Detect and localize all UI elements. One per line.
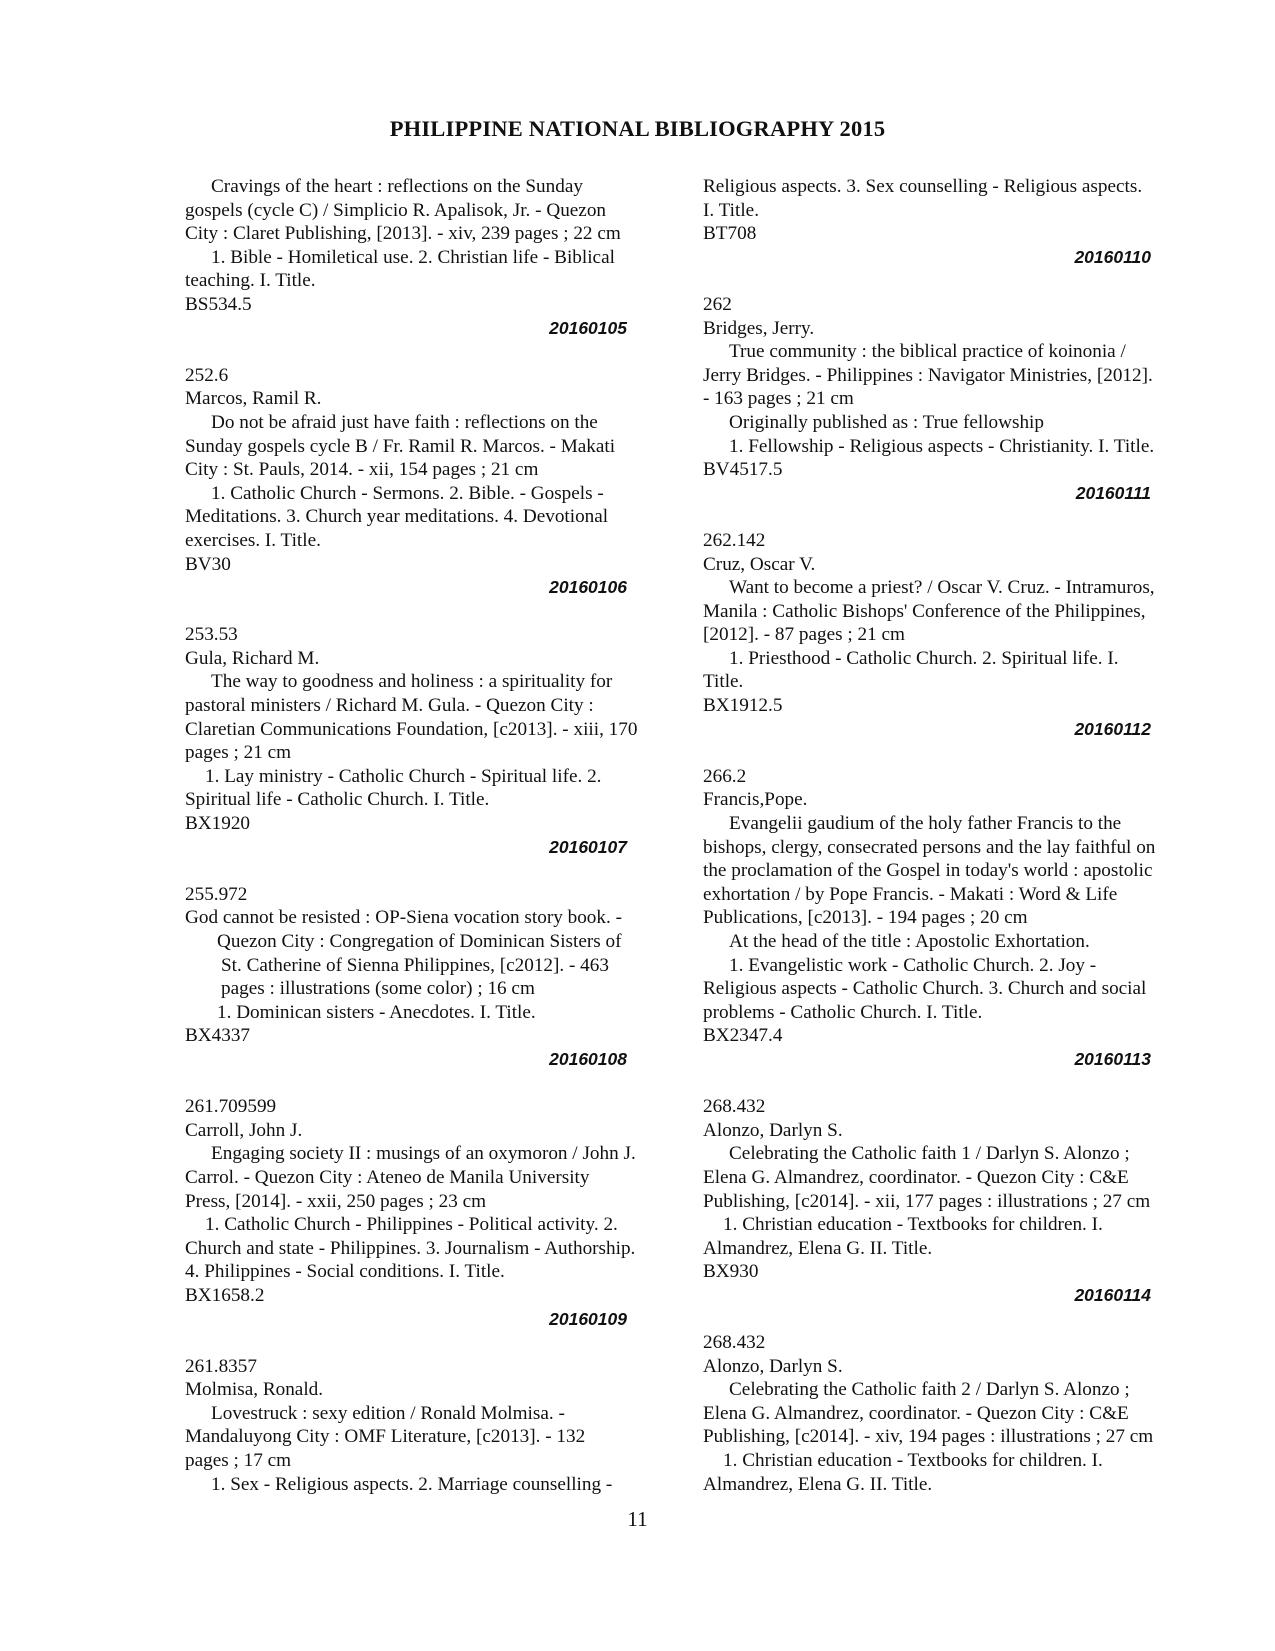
entry-text-line: the proclamation of the Gospel in today's world : apostolic	[703, 860, 1153, 882]
entry-text-line: Engaging society II : musings of an oxymoron / John J.	[211, 1143, 636, 1165]
bibliography-entry	[703, 765, 1203, 1072]
entry-text-line: Evangelii gaudium of the holy father Francis to the	[729, 813, 1122, 835]
entry-text-line: Carrol. - Quezon City : Ateneo de Manila University	[185, 1166, 590, 1188]
entry-author: Francis,Pope.	[703, 789, 808, 811]
call-number: BX930	[703, 1261, 759, 1283]
bibliography-entry	[185, 1355, 675, 1497]
bibliography-entry	[185, 883, 675, 1072]
entry-note-line: Originally published as : True fellowship	[729, 411, 1044, 433]
entry-date: 20160109	[549, 1308, 627, 1329]
entry-date: 20160106	[549, 577, 627, 598]
entry-text-line: St. Catherine of Sienna Philippines, [c2012]. - 463	[221, 954, 609, 976]
entry-subject-line: 4. Philippines - Social conditions. I. Title.	[185, 1261, 505, 1283]
bibliography-entry	[703, 175, 1203, 269]
entry-text-line: gospels (cycle C) / Simplicio R. Apalisok, Jr. - Quezon	[185, 199, 607, 221]
entry-text-line: The way to goodness and holiness : a spirituality for	[211, 671, 613, 693]
entry-text-line: pages ; 17 cm	[185, 1450, 292, 1472]
entry-text-line: Publishing, [c2014]. - xii, 177 pages : illustrations ; 27 cm	[703, 1190, 1151, 1212]
entry-text-line: City : St. Pauls, 2014. - xii, 154 pages ; 21 cm	[185, 459, 539, 481]
entry-date: 20160113	[1074, 1048, 1151, 1069]
entry-text-line: True community : the biblical practice of koinonia /	[729, 341, 1126, 363]
class-number: 255.972	[185, 883, 248, 905]
bibliography-entry	[703, 529, 1203, 741]
entry-author: Molmisa, Ronald.	[185, 1379, 324, 1401]
entry-author: Alonzo, Darlyn S.	[703, 1355, 843, 1377]
class-number: 262	[703, 293, 732, 315]
entry-subject-line: 1. Fellowship - Religious aspects - Christianity. I. Title.	[729, 435, 1155, 457]
entry-subject-line: I. Title.	[703, 199, 759, 221]
bibliography-entry	[703, 1331, 1203, 1496]
entry-subject-line: 1. Christian education - Textbooks for children. I.	[723, 1450, 1103, 1472]
entry-text-line: Jerry Bridges. - Philippines : Navigator Ministries, [2012].	[703, 364, 1153, 386]
entry-author: Carroll, John J.	[185, 1119, 303, 1141]
entry-subject-line: 1. Catholic Church - Philippines - Political activity. 2.	[205, 1214, 618, 1236]
bibliography-entry	[185, 364, 675, 600]
bibliography-entry	[185, 623, 675, 859]
call-number: BV30	[185, 553, 231, 575]
page-number: 11	[627, 1507, 648, 1531]
bibliography-entry	[703, 293, 1203, 505]
entry-date: 20160112	[1074, 718, 1151, 739]
entry-text-line: pastoral ministers / Richard M. Gula. - Quezon City :	[185, 695, 594, 717]
entry-subject-line: exercises. I. Title.	[185, 529, 321, 551]
entry-subject-line: 1. Dominican sisters - Anecdotes. I. Title.	[217, 1001, 536, 1023]
class-number: 261.8357	[185, 1355, 257, 1377]
class-number: 261.709599	[185, 1096, 277, 1118]
entry-subject-line: 1. Sex - Religious aspects. 2. Marriage counselling -	[211, 1473, 613, 1495]
entry-text-line: [2012]. - 87 pages ; 21 cm	[703, 624, 905, 646]
entry-subject-line: Almandrez, Elena G. II. Title.	[703, 1473, 933, 1495]
entry-text-line: Publications, [c2013]. - 194 pages ; 20 cm	[703, 907, 1028, 929]
call-number: BT708	[703, 223, 757, 245]
page-title: PHILIPPINE NATIONAL BIBLIOGRAPHY 2015	[389, 116, 886, 141]
entry-text-line: Manila : Catholic Bishops' Conference of the Philippines,	[703, 600, 1146, 622]
entry-date: 20160105	[549, 317, 627, 338]
entry-date: 20160108	[549, 1048, 627, 1069]
call-number: BX1658.2	[185, 1284, 265, 1306]
entry-subject-line: 1. Bible - Homiletical use. 2. Christian life - Biblical	[211, 246, 615, 268]
entry-text-line: Celebrating the Catholic faith 1 / Darlyn S. Alonzo ;	[729, 1143, 1130, 1165]
entry-text-line: Publishing, [c2014]. - xiv, 194 pages : illustrations ; 27 cm	[703, 1426, 1154, 1448]
entry-subject-line: Meditations. 3. Church year meditations. 4. Devotional	[185, 506, 609, 528]
entry-author: Cruz, Oscar V.	[703, 553, 816, 575]
entry-text-line: Cravings of the heart : reflections on the Sunday	[211, 176, 583, 197]
entry-text-line: Want to become a priest? / Oscar V. Cruz. - Intramuros,	[729, 577, 1155, 599]
call-number: BX1920	[185, 813, 251, 835]
entry-subject-line: Almandrez, Elena G. II. Title.	[703, 1237, 933, 1259]
entry-text-line: City : Claret Publishing, [2013]. - xiv, 239 pages ; 22 cm	[185, 223, 621, 245]
entry-author: Bridges, Jerry.	[703, 317, 815, 339]
call-number: BX4337	[185, 1025, 251, 1047]
class-number: 253.53	[185, 624, 238, 646]
entry-text-line: Elena G. Almandrez, coordinator. - Quezon City : C&E	[703, 1402, 1129, 1424]
entry-date: 20160107	[549, 836, 627, 857]
entry-text-line: Quezon City : Congregation of Dominican Sisters of	[217, 931, 622, 952]
entry-subject-line: problems - Catholic Church. I. Title.	[703, 1001, 983, 1023]
entry-date: 20160110	[1074, 246, 1151, 267]
entry-note-line: At the head of the title : Apostolic Exhortation.	[729, 931, 1090, 952]
bibliography-entry	[185, 1095, 675, 1331]
entry-text-line: pages ; 21 cm	[185, 742, 292, 764]
entry-text-line: bishops, clergy, consecrated persons and the lay faithful on	[703, 836, 1156, 858]
class-number: 252.6	[185, 364, 229, 386]
entry-subject-line: 1. Lay ministry - Catholic Church - Spiritual life. 2.	[205, 765, 602, 787]
entry-subject-line: 1. Catholic Church - Sermons. 2. Bible. - Gospels -	[211, 482, 604, 504]
entry-text-line: Mandaluyong City : OMF Literature, [c2013]. - 132	[185, 1426, 586, 1448]
entry-author: Gula, Richard M.	[185, 647, 320, 669]
left-column	[185, 175, 675, 1496]
entry-text-line: Lovestruck : sexy edition / Ronald Molmisa. -	[211, 1402, 565, 1424]
entry-subject-line: Church and state - Philippines. 3. Journalism - Authorship.	[185, 1237, 636, 1259]
entry-subject-line: Title.	[703, 671, 744, 693]
entry-date: 20160114	[1074, 1284, 1151, 1305]
bibliography-entry	[703, 1095, 1203, 1307]
entry-subject-line: Spiritual life - Catholic Church. I. Title.	[185, 789, 490, 811]
entry-subject-line: 1. Christian education - Textbooks for children. I.	[723, 1214, 1103, 1236]
entry-text-line: - 163 pages ; 21 cm	[703, 388, 854, 410]
call-number: BX2347.4	[703, 1025, 783, 1047]
entry-author: Marcos, Ramil R.	[185, 388, 322, 410]
class-number: 262.142	[703, 529, 766, 551]
entry-subject-line: 1. Priesthood - Catholic Church. 2. Spiritual life. I.	[729, 647, 1119, 669]
call-number: BS534.5	[185, 293, 252, 315]
class-number: 268.432	[703, 1096, 766, 1118]
entry-text-line: Elena G. Almandrez, coordinator. - Quezon City : C&E	[703, 1166, 1129, 1188]
class-number: 266.2	[703, 765, 747, 787]
entry-text-line: Sunday gospels cycle B / Fr. Ramil R. Marcos. - Makati	[185, 435, 616, 457]
bibliography-entry	[185, 175, 675, 340]
entry-subject-line: teaching. I. Title.	[185, 270, 316, 292]
entry-subject-line: 1. Evangelistic work - Catholic Church. 2. Joy -	[729, 954, 1097, 976]
class-number: 268.432	[703, 1332, 766, 1354]
entry-author: Alonzo, Darlyn S.	[703, 1119, 843, 1141]
entry-text-line: Do not be afraid just have faith : reflections on the	[211, 411, 598, 433]
call-number: BV4517.5	[703, 459, 783, 481]
entry-subject-line: Religious aspects - Catholic Church. 3. Church and social	[703, 978, 1147, 1000]
entry-text-line: Press, [2014]. - xxii, 250 pages ; 23 cm	[185, 1190, 487, 1212]
call-number: BX1912.5	[703, 695, 783, 717]
entry-date: 20160111	[1075, 482, 1151, 503]
entry-text-line: pages : illustrations (some color) ; 16 cm	[221, 978, 535, 1000]
entry-text-line: Celebrating the Catholic faith 2 / Darlyn S. Alonzo ;	[729, 1379, 1130, 1401]
entry-text-line: exhortation / by Pope Francis. - Makati : Word & Life	[703, 883, 1118, 905]
entry-subject-line: Religious aspects. 3. Sex counselling - Religious aspects.	[703, 176, 1143, 197]
entry-text-line: Claretian Communications Foundation, [c2013]. - xiii, 170	[185, 718, 638, 740]
entry-text-line: God cannot be resisted : OP-Siena vocation story book. -	[185, 907, 622, 929]
right-column	[703, 175, 1203, 1496]
